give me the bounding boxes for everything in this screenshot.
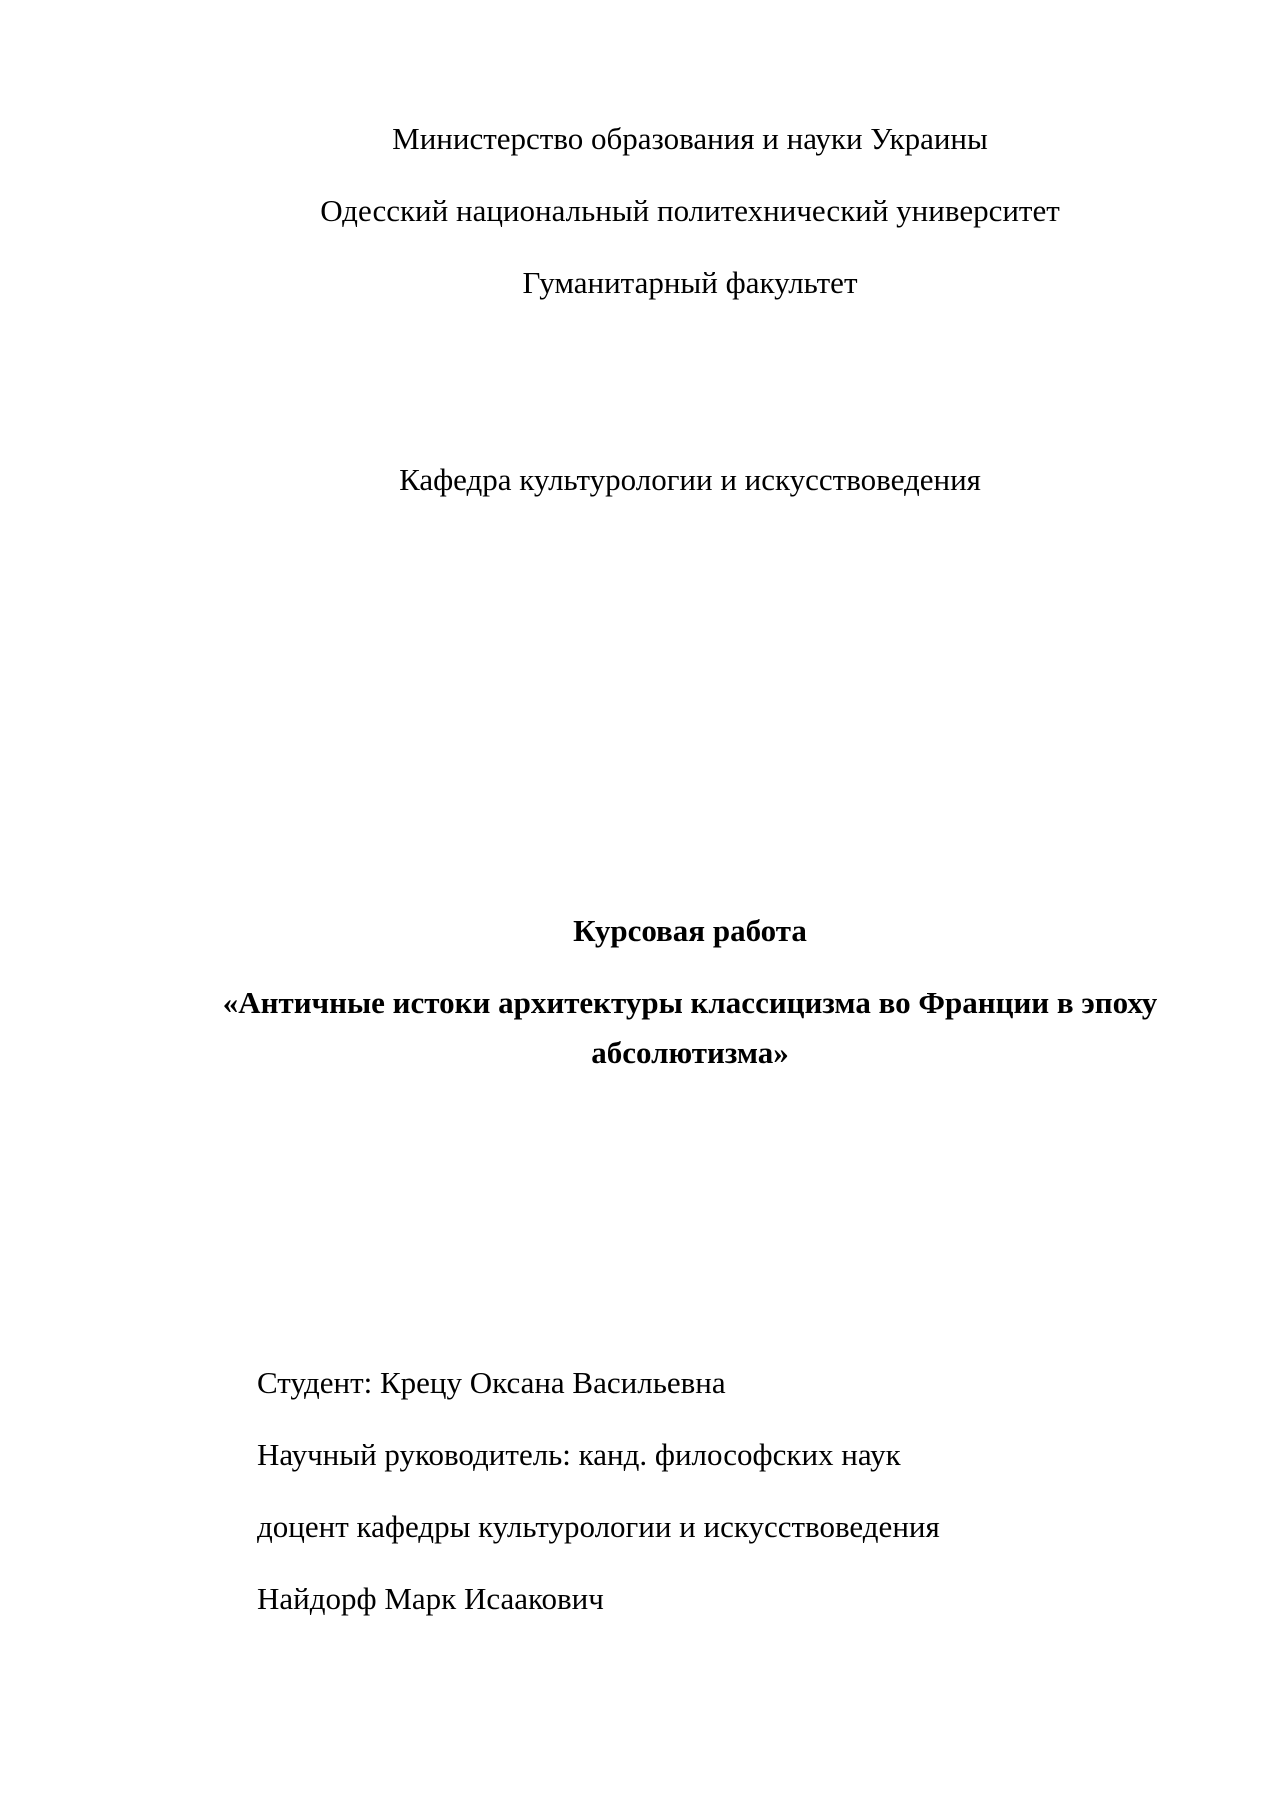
university-heading: Одесский национальный политехнический университет — [320, 193, 1060, 228]
faculty-heading: Гуманитарный факультет — [522, 265, 858, 300]
supervisor-info: Научный руководитель: канд. философских наук — [257, 1437, 901, 1472]
thesis-title-line-1: «Античные истоки архитектуры классицизма во Франции в эпоху — [222, 985, 1158, 1020]
work-type-title: Курсовая работа — [573, 913, 807, 948]
supervisor-position: доцент кафедры культурологии и искусствоведения — [257, 1509, 940, 1544]
ministry-heading: Министерство образования и науки Украины — [392, 121, 988, 156]
thesis-title-line-2: абсолютизма» — [591, 1035, 789, 1070]
department-heading: Кафедра культурологии и искусствоведения — [399, 462, 981, 497]
student-info: Студент: Крецу Оксана Васильевна — [257, 1365, 726, 1400]
supervisor-name: Найдорф Марк Исаакович — [257, 1581, 604, 1616]
